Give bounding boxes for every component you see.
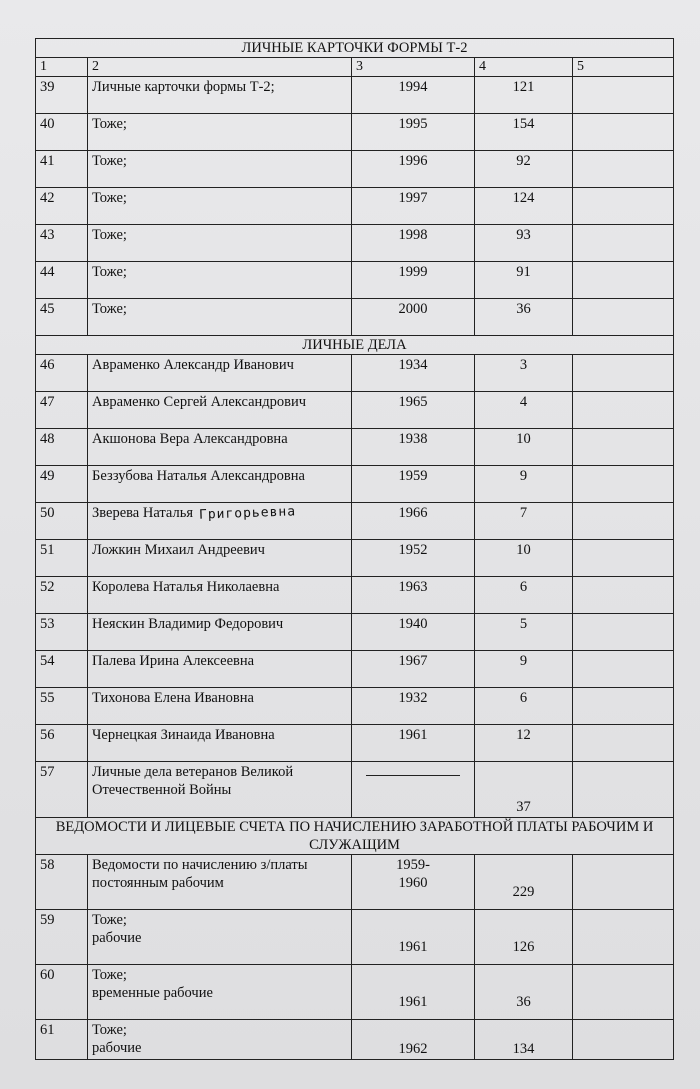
section-title: ВЕДОМОСТИ И ЛИЦЕВЫЕ СЧЕТА ПО НАЧИСЛЕНИЮ ЗАРАБОТНОЙ ПЛАТЫ РАБОЧИМ И СЛУЖАЩИМ <box>36 818 674 855</box>
item-number: 57 <box>36 762 88 818</box>
item-number: 48 <box>36 429 88 466</box>
item-year: 1963 <box>352 577 475 614</box>
item-year: 1999 <box>352 262 475 299</box>
item-note <box>573 114 674 151</box>
item-count: 126 <box>475 910 573 965</box>
item-count: 36 <box>475 965 573 1020</box>
item-title-line: Тоже; <box>92 912 127 928</box>
item-note <box>573 225 674 262</box>
item-note <box>573 855 674 910</box>
item-note <box>573 614 674 651</box>
item-title: Личные карточки формы Т-2; <box>88 77 352 114</box>
item-title: Тоже; <box>88 188 352 225</box>
table-row <box>36 429 674 466</box>
item-note <box>573 540 674 577</box>
year-blank-line <box>366 765 460 776</box>
item-note <box>573 965 674 1020</box>
item-count: 9 <box>475 651 573 688</box>
item-year: 1998 <box>352 225 475 262</box>
table-row <box>36 188 674 225</box>
table-row <box>36 1020 674 1060</box>
table-row <box>36 614 674 651</box>
item-title-line: рабочие <box>92 1040 142 1056</box>
item-year: 1932 <box>352 688 475 725</box>
item-count: 91 <box>475 262 573 299</box>
item-title: Тоже; <box>88 262 352 299</box>
column-number: 3 <box>352 58 475 77</box>
table-row <box>36 762 674 818</box>
item-number: 41 <box>36 151 88 188</box>
item-number: 43 <box>36 225 88 262</box>
item-count: 5 <box>475 614 573 651</box>
item-note <box>573 355 674 392</box>
item-year-end: 1960 <box>398 875 428 891</box>
item-note <box>573 188 674 225</box>
item-count: 36 <box>475 299 573 336</box>
item-title: Акшонова Вера Александровна <box>88 429 352 466</box>
item-year-start: 1959- <box>396 857 430 873</box>
item-count: 9 <box>475 466 573 503</box>
item-number: 54 <box>36 651 88 688</box>
item-title <box>88 965 352 1020</box>
item-count: 10 <box>475 540 573 577</box>
archive-inventory-table <box>35 38 674 1060</box>
item-note <box>573 77 674 114</box>
table-row <box>36 577 674 614</box>
column-number: 2 <box>88 58 352 77</box>
item-title: Личные дела ветеранов Великой Отечественной Войны <box>88 762 352 818</box>
item-number: 50 <box>36 503 88 540</box>
item-note <box>573 651 674 688</box>
item-year: 1966 <box>352 503 475 540</box>
table-row <box>36 725 674 762</box>
item-number: 39 <box>36 77 88 114</box>
section-header-row <box>36 818 674 855</box>
item-title <box>88 910 352 965</box>
item-number: 44 <box>36 262 88 299</box>
item-number: 46 <box>36 355 88 392</box>
item-note <box>573 299 674 336</box>
section-title: ЛИЧНЫЕ КАРТОЧКИ ФОРМЫ Т-2 <box>36 39 674 58</box>
item-note <box>573 262 674 299</box>
item-number: 40 <box>36 114 88 151</box>
item-title: Палева Ирина Алексеевна <box>88 651 352 688</box>
item-title: Беззубова Наталья Александровна <box>88 466 352 503</box>
item-year: 1959 <box>352 466 475 503</box>
item-title: Ложкин Михаил Андреевич <box>88 540 352 577</box>
item-note <box>573 1020 674 1060</box>
item-note <box>573 392 674 429</box>
item-count: 4 <box>475 392 573 429</box>
item-year: 1961 <box>352 965 475 1020</box>
item-year: 1962 <box>352 1020 475 1060</box>
item-note <box>573 429 674 466</box>
item-title-line: Тоже; <box>92 1022 127 1038</box>
item-number: 47 <box>36 392 88 429</box>
item-title: Тоже; <box>88 114 352 151</box>
item-number: 59 <box>36 910 88 965</box>
item-title: Тоже; <box>88 299 352 336</box>
table-row <box>36 77 674 114</box>
item-number: 49 <box>36 466 88 503</box>
column-number: 5 <box>573 58 674 77</box>
item-count: 6 <box>475 688 573 725</box>
item-number: 53 <box>36 614 88 651</box>
table-row <box>36 225 674 262</box>
item-count: 124 <box>475 188 573 225</box>
item-count: 10 <box>475 429 573 466</box>
table-row <box>36 262 674 299</box>
item-note <box>573 762 674 818</box>
item-year: 1967 <box>352 651 475 688</box>
item-note <box>573 725 674 762</box>
table-row <box>36 855 674 910</box>
table-row <box>36 910 674 965</box>
item-note <box>573 151 674 188</box>
item-year: 1952 <box>352 540 475 577</box>
item-year: 1995 <box>352 114 475 151</box>
item-number: 55 <box>36 688 88 725</box>
item-year: 1934 <box>352 355 475 392</box>
item-title: Тихонова Елена Ивановна <box>88 688 352 725</box>
item-count: 6 <box>475 577 573 614</box>
item-note <box>573 577 674 614</box>
item-title: Авраменко Сергей Александрович <box>88 392 352 429</box>
table-row <box>36 965 674 1020</box>
item-year: 1961 <box>352 910 475 965</box>
column-number: 1 <box>36 58 88 77</box>
column-number-row <box>36 58 674 77</box>
item-count: 134 <box>475 1020 573 1060</box>
item-title: Неяскин Владимир Федорович <box>88 614 352 651</box>
item-count: 92 <box>475 151 573 188</box>
table-row <box>36 392 674 429</box>
item-title <box>88 1020 352 1060</box>
item-count: 154 <box>475 114 573 151</box>
item-count: 121 <box>475 77 573 114</box>
table-row <box>36 651 674 688</box>
item-count: 229 <box>475 855 573 910</box>
item-count: 3 <box>475 355 573 392</box>
item-title: Ведомости по начислению з/платы постоянным рабочим <box>88 855 352 910</box>
item-title-line: Тоже; <box>92 967 127 983</box>
item-year: 1996 <box>352 151 475 188</box>
section-header-row <box>36 336 674 355</box>
section-header-row <box>36 39 674 58</box>
item-note <box>573 466 674 503</box>
item-year <box>352 762 475 818</box>
item-title: Тоже; <box>88 225 352 262</box>
item-title: Авраменко Александр Иванович <box>88 355 352 392</box>
table-row <box>36 114 674 151</box>
item-year: 2000 <box>352 299 475 336</box>
item-number: 60 <box>36 965 88 1020</box>
item-note <box>573 503 674 540</box>
table-row <box>36 299 674 336</box>
item-year: 1997 <box>352 188 475 225</box>
item-note <box>573 688 674 725</box>
item-number: 42 <box>36 188 88 225</box>
item-number: 52 <box>36 577 88 614</box>
item-number: 45 <box>36 299 88 336</box>
section-title: ЛИЧНЫЕ ДЕЛА <box>36 336 674 355</box>
item-number: 56 <box>36 725 88 762</box>
item-title: Тоже; <box>88 151 352 188</box>
item-number: 51 <box>36 540 88 577</box>
item-count: 7 <box>475 503 573 540</box>
table-row <box>36 355 674 392</box>
item-title-text: Зверева Наталья <box>92 505 193 521</box>
item-year: 1940 <box>352 614 475 651</box>
table-row <box>36 540 674 577</box>
item-count: 93 <box>475 225 573 262</box>
item-title-line: временные рабочие <box>92 985 213 1001</box>
item-number: 58 <box>36 855 88 910</box>
item-count: 37 <box>475 762 573 818</box>
table-row <box>36 466 674 503</box>
table-row <box>36 503 674 540</box>
item-title-line: рабочие <box>92 930 142 946</box>
item-number: 61 <box>36 1020 88 1060</box>
item-title <box>88 503 352 540</box>
item-title: Чернецкая Зинаида Ивановна <box>88 725 352 762</box>
handwritten-patronymic: Григорьевна <box>198 504 296 523</box>
table-row <box>36 151 674 188</box>
item-year: 1938 <box>352 429 475 466</box>
item-year: 1994 <box>352 77 475 114</box>
table-row <box>36 688 674 725</box>
item-year: 1965 <box>352 392 475 429</box>
column-number: 4 <box>475 58 573 77</box>
item-count: 12 <box>475 725 573 762</box>
item-note <box>573 910 674 965</box>
item-year <box>352 855 475 910</box>
item-year: 1961 <box>352 725 475 762</box>
item-title: Королева Наталья Николаевна <box>88 577 352 614</box>
